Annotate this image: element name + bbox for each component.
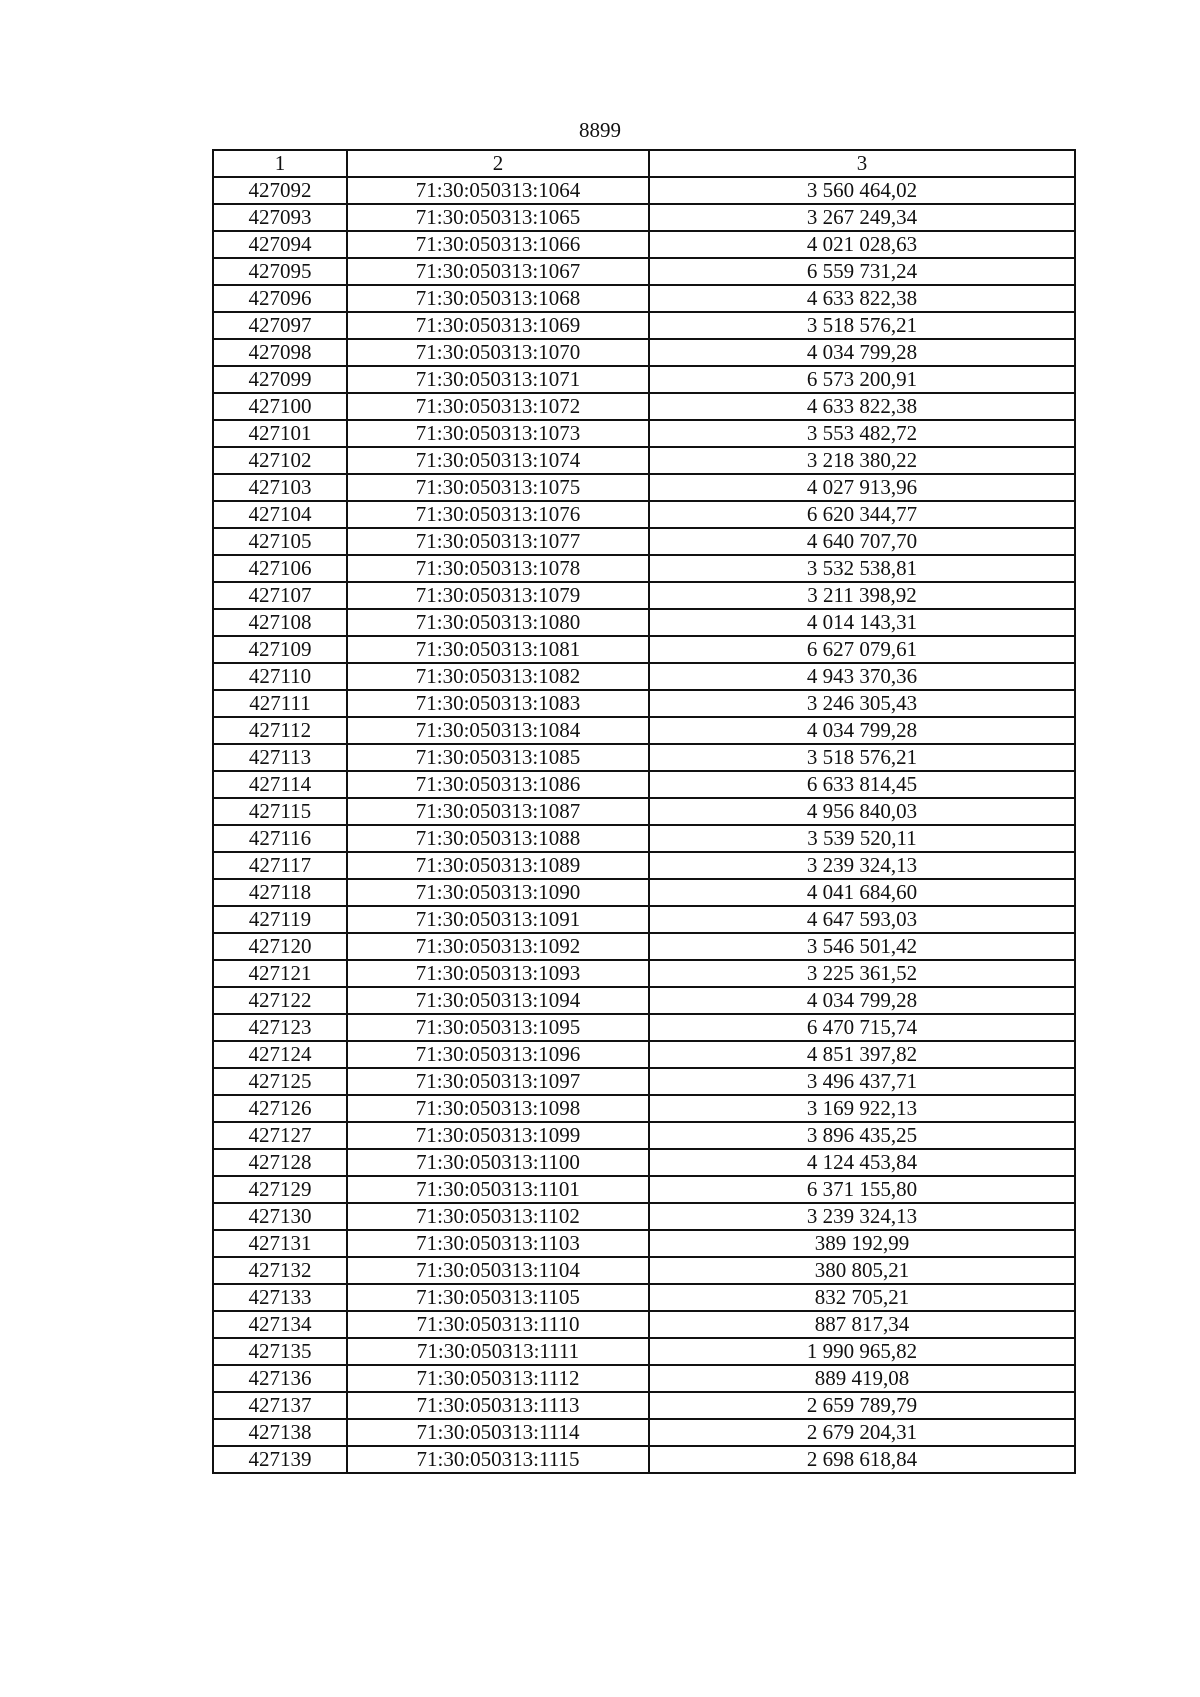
cadastral-number-cell: 71:30:050313:1068	[347, 285, 649, 312]
cadastral-number-cell: 71:30:050313:1115	[347, 1446, 649, 1473]
cadastral-number-cell: 71:30:050313:1095	[347, 1014, 649, 1041]
cadastral-number-cell: 71:30:050313:1086	[347, 771, 649, 798]
row-id-cell: 427099	[213, 366, 347, 393]
row-id-cell: 427098	[213, 339, 347, 366]
row-id-cell: 427136	[213, 1365, 347, 1392]
cadastral-number-cell: 71:30:050313:1111	[347, 1338, 649, 1365]
cadastral-number-cell: 71:30:050313:1110	[347, 1311, 649, 1338]
row-id-cell: 427107	[213, 582, 347, 609]
table-row	[213, 1446, 1075, 1473]
value-cell: 3 496 437,71	[649, 1068, 1075, 1095]
table-row	[213, 339, 1075, 366]
value-cell: 6 470 715,74	[649, 1014, 1075, 1041]
value-cell: 4 014 143,31	[649, 609, 1075, 636]
table-row	[213, 690, 1075, 717]
table-row	[213, 204, 1075, 231]
table-row	[213, 1149, 1075, 1176]
row-id-cell: 427102	[213, 447, 347, 474]
table-row	[213, 852, 1075, 879]
cadastral-number-cell: 71:30:050313:1074	[347, 447, 649, 474]
value-cell: 3 896 435,25	[649, 1122, 1075, 1149]
column-header-3: 3	[649, 150, 1075, 177]
value-cell: 4 034 799,28	[649, 339, 1075, 366]
value-cell: 3 560 464,02	[649, 177, 1075, 204]
table-row	[213, 1203, 1075, 1230]
value-cell: 3 532 538,81	[649, 555, 1075, 582]
table-row	[213, 177, 1075, 204]
row-id-cell: 427122	[213, 987, 347, 1014]
value-cell: 4 647 593,03	[649, 906, 1075, 933]
value-cell: 4 956 840,03	[649, 798, 1075, 825]
value-cell: 4 851 397,82	[649, 1041, 1075, 1068]
cadastral-number-cell: 71:30:050313:1104	[347, 1257, 649, 1284]
cadastral-number-cell: 71:30:050313:1064	[347, 177, 649, 204]
column-header-2: 2	[347, 150, 649, 177]
value-cell: 3 211 398,92	[649, 582, 1075, 609]
table-row	[213, 501, 1075, 528]
cadastral-number-cell: 71:30:050313:1099	[347, 1122, 649, 1149]
row-id-cell: 427133	[213, 1284, 347, 1311]
value-cell: 6 371 155,80	[649, 1176, 1075, 1203]
row-id-cell: 427097	[213, 312, 347, 339]
value-cell: 2 698 618,84	[649, 1446, 1075, 1473]
table-row	[213, 879, 1075, 906]
value-cell: 3 518 576,21	[649, 744, 1075, 771]
cadastral-number-cell: 71:30:050313:1066	[347, 231, 649, 258]
row-id-cell: 427106	[213, 555, 347, 582]
table-row	[213, 285, 1075, 312]
table-row	[213, 1176, 1075, 1203]
value-cell: 2 679 204,31	[649, 1419, 1075, 1446]
cadastral-number-cell: 71:30:050313:1071	[347, 366, 649, 393]
row-id-cell: 427120	[213, 933, 347, 960]
row-id-cell: 427092	[213, 177, 347, 204]
table-row	[213, 1392, 1075, 1419]
value-cell: 3 225 361,52	[649, 960, 1075, 987]
value-cell: 4 633 822,38	[649, 393, 1075, 420]
row-id-cell: 427093	[213, 204, 347, 231]
cadastral-number-cell: 71:30:050313:1093	[347, 960, 649, 987]
table-row	[213, 933, 1075, 960]
value-cell: 889 419,08	[649, 1365, 1075, 1392]
row-id-cell: 427103	[213, 474, 347, 501]
table-row	[213, 1365, 1075, 1392]
table-row	[213, 717, 1075, 744]
row-id-cell: 427134	[213, 1311, 347, 1338]
value-cell: 4 640 707,70	[649, 528, 1075, 555]
row-id-cell: 427138	[213, 1419, 347, 1446]
table-header	[213, 150, 1075, 177]
cadastral-number-cell: 71:30:050313:1102	[347, 1203, 649, 1230]
value-cell: 6 627 079,61	[649, 636, 1075, 663]
row-id-cell: 427109	[213, 636, 347, 663]
table-row	[213, 312, 1075, 339]
table-row	[213, 447, 1075, 474]
page-number: 8899	[579, 118, 621, 142]
cadastral-number-cell: 71:30:050313:1075	[347, 474, 649, 501]
row-id-cell: 427121	[213, 960, 347, 987]
cadastral-number-cell: 71:30:050313:1076	[347, 501, 649, 528]
cadastral-number-cell: 71:30:050313:1092	[347, 933, 649, 960]
table-row	[213, 1257, 1075, 1284]
row-id-cell: 427101	[213, 420, 347, 447]
table-row	[213, 1419, 1075, 1446]
table-row	[213, 258, 1075, 285]
row-id-cell: 427127	[213, 1122, 347, 1149]
cadastral-number-cell: 71:30:050313:1077	[347, 528, 649, 555]
row-id-cell: 427126	[213, 1095, 347, 1122]
value-cell: 2 659 789,79	[649, 1392, 1075, 1419]
cadastral-number-cell: 71:30:050313:1072	[347, 393, 649, 420]
row-id-cell: 427123	[213, 1014, 347, 1041]
row-id-cell: 427130	[213, 1203, 347, 1230]
cadastral-number-cell: 71:30:050313:1080	[347, 609, 649, 636]
table-row	[213, 960, 1075, 987]
value-cell: 4 633 822,38	[649, 285, 1075, 312]
row-id-cell: 427124	[213, 1041, 347, 1068]
row-id-cell: 427116	[213, 825, 347, 852]
table-row	[213, 609, 1075, 636]
row-id-cell: 427111	[213, 690, 347, 717]
table-row	[213, 636, 1075, 663]
value-cell: 380 805,21	[649, 1257, 1075, 1284]
value-cell: 6 633 814,45	[649, 771, 1075, 798]
row-id-cell: 427113	[213, 744, 347, 771]
cadastral-number-cell: 71:30:050313:1073	[347, 420, 649, 447]
cadastral-number-cell: 71:30:050313:1069	[347, 312, 649, 339]
cadastral-number-cell: 71:30:050313:1087	[347, 798, 649, 825]
row-id-cell: 427118	[213, 879, 347, 906]
row-id-cell: 427119	[213, 906, 347, 933]
cadastral-number-cell: 71:30:050313:1097	[347, 1068, 649, 1095]
data-table	[212, 149, 1076, 1474]
row-id-cell: 427135	[213, 1338, 347, 1365]
table-row	[213, 1284, 1075, 1311]
cadastral-number-cell: 71:30:050313:1067	[347, 258, 649, 285]
table-row	[213, 987, 1075, 1014]
row-id-cell: 427108	[213, 609, 347, 636]
cadastral-number-cell: 71:30:050313:1098	[347, 1095, 649, 1122]
row-id-cell: 427110	[213, 663, 347, 690]
cadastral-number-cell: 71:30:050313:1079	[347, 582, 649, 609]
value-cell: 4 027 913,96	[649, 474, 1075, 501]
value-cell: 389 192,99	[649, 1230, 1075, 1257]
value-cell: 3 239 324,13	[649, 852, 1075, 879]
cadastral-number-cell: 71:30:050313:1082	[347, 663, 649, 690]
value-cell: 4 021 028,63	[649, 231, 1075, 258]
value-cell: 3 169 922,13	[649, 1095, 1075, 1122]
cadastral-number-cell: 71:30:050313:1103	[347, 1230, 649, 1257]
table-row	[213, 393, 1075, 420]
value-cell: 6 620 344,77	[649, 501, 1075, 528]
row-id-cell: 427094	[213, 231, 347, 258]
cadastral-number-cell: 71:30:050313:1078	[347, 555, 649, 582]
value-cell: 4 041 684,60	[649, 879, 1075, 906]
cadastral-number-cell: 71:30:050313:1094	[347, 987, 649, 1014]
value-cell: 4 034 799,28	[649, 717, 1075, 744]
value-cell: 3 546 501,42	[649, 933, 1075, 960]
value-cell: 4 034 799,28	[649, 987, 1075, 1014]
value-cell: 887 817,34	[649, 1311, 1075, 1338]
row-id-cell: 427129	[213, 1176, 347, 1203]
value-cell: 3 246 305,43	[649, 690, 1075, 717]
table-row	[213, 771, 1075, 798]
table-row	[213, 1014, 1075, 1041]
value-cell: 3 218 380,22	[649, 447, 1075, 474]
cadastral-number-cell: 71:30:050313:1084	[347, 717, 649, 744]
cadastral-number-cell: 71:30:050313:1089	[347, 852, 649, 879]
cadastral-number-cell: 71:30:050313:1065	[347, 204, 649, 231]
cadastral-number-cell: 71:30:050313:1090	[347, 879, 649, 906]
cadastral-number-cell: 71:30:050313:1088	[347, 825, 649, 852]
cadastral-number-cell: 71:30:050313:1096	[347, 1041, 649, 1068]
value-cell: 3 518 576,21	[649, 312, 1075, 339]
cadastral-number-cell: 71:30:050313:1105	[347, 1284, 649, 1311]
row-id-cell: 427139	[213, 1446, 347, 1473]
row-id-cell: 427112	[213, 717, 347, 744]
table-row	[213, 825, 1075, 852]
cadastral-number-cell: 71:30:050313:1081	[347, 636, 649, 663]
row-id-cell: 427128	[213, 1149, 347, 1176]
row-id-cell: 427104	[213, 501, 347, 528]
table-row	[213, 1041, 1075, 1068]
table-header-row	[213, 150, 1075, 177]
table-row	[213, 366, 1075, 393]
row-id-cell: 427096	[213, 285, 347, 312]
table-row	[213, 582, 1075, 609]
value-cell: 3 239 324,13	[649, 1203, 1075, 1230]
cadastral-number-cell: 71:30:050313:1083	[347, 690, 649, 717]
table-row	[213, 798, 1075, 825]
table-row	[213, 420, 1075, 447]
value-cell: 4 943 370,36	[649, 663, 1075, 690]
column-header-1: 1	[213, 150, 347, 177]
cadastral-number-cell: 71:30:050313:1114	[347, 1419, 649, 1446]
table-row	[213, 1311, 1075, 1338]
table-row	[213, 744, 1075, 771]
value-cell: 1 990 965,82	[649, 1338, 1075, 1365]
table-row	[213, 231, 1075, 258]
table-row	[213, 1095, 1075, 1122]
row-id-cell: 427117	[213, 852, 347, 879]
value-cell: 3 553 482,72	[649, 420, 1075, 447]
table-row	[213, 555, 1075, 582]
table-row	[213, 528, 1075, 555]
value-cell: 832 705,21	[649, 1284, 1075, 1311]
row-id-cell: 427115	[213, 798, 347, 825]
table-row	[213, 1068, 1075, 1095]
cadastral-number-cell: 71:30:050313:1100	[347, 1149, 649, 1176]
cadastral-number-cell: 71:30:050313:1113	[347, 1392, 649, 1419]
table-row	[213, 906, 1075, 933]
row-id-cell: 427131	[213, 1230, 347, 1257]
value-cell: 4 124 453,84	[649, 1149, 1075, 1176]
row-id-cell: 427132	[213, 1257, 347, 1284]
table-row	[213, 474, 1075, 501]
value-cell: 3 539 520,11	[649, 825, 1075, 852]
value-cell: 6 573 200,91	[649, 366, 1075, 393]
table-row	[213, 1122, 1075, 1149]
cadastral-number-cell: 71:30:050313:1085	[347, 744, 649, 771]
row-id-cell: 427114	[213, 771, 347, 798]
cadastral-number-cell: 71:30:050313:1091	[347, 906, 649, 933]
row-id-cell: 427125	[213, 1068, 347, 1095]
table-row	[213, 663, 1075, 690]
value-cell: 6 559 731,24	[649, 258, 1075, 285]
cadastral-number-cell: 71:30:050313:1112	[347, 1365, 649, 1392]
table-row	[213, 1230, 1075, 1257]
table-row	[213, 1338, 1075, 1365]
value-cell: 3 267 249,34	[649, 204, 1075, 231]
row-id-cell: 427095	[213, 258, 347, 285]
table-body	[213, 177, 1075, 1473]
row-id-cell: 427137	[213, 1392, 347, 1419]
cadastral-number-cell: 71:30:050313:1101	[347, 1176, 649, 1203]
row-id-cell: 427100	[213, 393, 347, 420]
cadastral-number-cell: 71:30:050313:1070	[347, 339, 649, 366]
row-id-cell: 427105	[213, 528, 347, 555]
